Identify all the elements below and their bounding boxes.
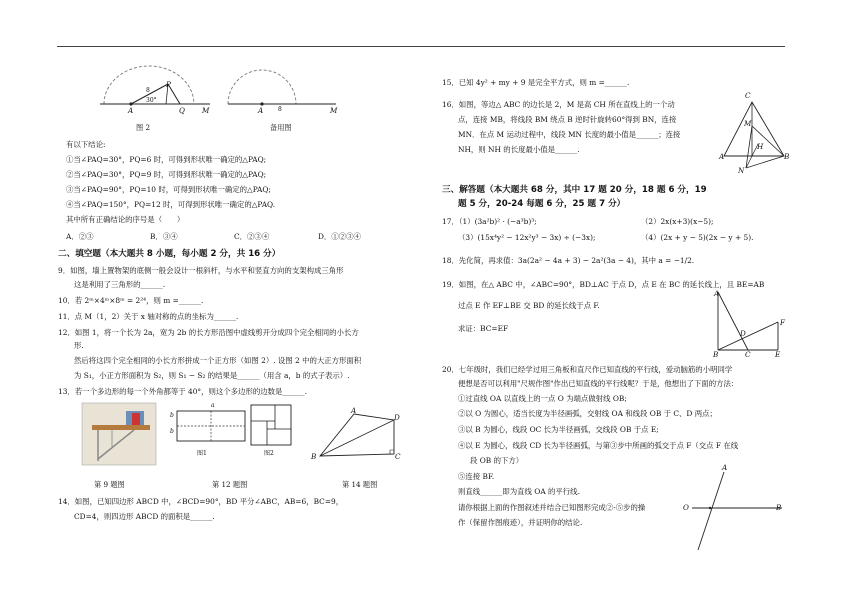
q13: 13．若一个多边形的每一个外角都等于 40°，则这个多边形的边数是______. — [58, 387, 307, 396]
q12-line3: 然后将这四个完全相同的小长方形拼成一个正方形（如图 2）. 设图 2 中的大正方形面积 — [74, 356, 362, 365]
q12-label-b1: b — [170, 412, 174, 419]
fig2-label-angle: 30° — [146, 97, 157, 104]
q11: 11．点 M（1，2）关于 x 轴对称的点的坐标为______. — [58, 312, 239, 321]
q19-line1: 19．如图，在△ ABC 中，∠ABC=90°，BD⊥AC 于点 D，点 E 在 BC 的延长线上，且 BE=AB — [442, 280, 765, 289]
q19-label-e: E — [775, 350, 781, 359]
q16-triangle-figure — [718, 96, 790, 178]
q19-label-f: F — [780, 318, 785, 327]
q20-step4b: 段 OB 的下方） — [470, 456, 524, 465]
section-3-title-line1: 三、解答题（本大题共 68 分，其中 17 题 20 分，18 题 6 分，19 — [442, 185, 707, 195]
q12-fig2-label: 图2 — [264, 450, 274, 457]
fig2-label-num: 8 — [146, 87, 150, 94]
q12-label-b2: b — [170, 428, 174, 435]
q14-label-b: B — [311, 452, 317, 461]
q16-label-h: H — [757, 142, 764, 151]
q10: 10．若 2ᵐ×4ᵐ×8ᵐ = 2²⁴，则 m =______. — [58, 296, 204, 305]
q14-label-a: A — [351, 406, 357, 415]
q14-fig-caption: 第 14 题图 — [342, 480, 378, 489]
q16-line3: MN．在点 M 运动过程中，线段 MN 长度的最小值是______；连接 — [458, 130, 681, 139]
q20-step1: ①过直线 OA 以直线上的一点 O 为端点做射线 OB; — [458, 394, 627, 403]
q19-figure — [714, 288, 790, 358]
section-2-title: 二、填空题（本大题共 8 小题，每小题 2 分，共 16 分） — [58, 249, 281, 259]
spare-label-m: M — [330, 106, 338, 115]
q16-label-c: C — [745, 91, 751, 100]
q20-line2: 便想是否可以利用"尺规作图"作出已知直线的平行线呢？于是，他想出了下面的方法： — [458, 379, 739, 388]
q12-fig-caption: 第 12 题图 — [212, 480, 248, 489]
q20-step2: ②以 O 为圆心，适当长度为半径画弧，交射线 OA 和线段 OB 于 C、D 两点； — [458, 409, 717, 418]
q12-fig1-label: 图1 — [197, 450, 207, 457]
spare-caption: 备用图 — [270, 123, 292, 132]
q19-line3: 求证：BC=EF — [458, 324, 509, 333]
spare-label-a: A — [258, 106, 264, 115]
q20-then: 则直线______即为直线 OA 的平行线. — [458, 487, 580, 496]
q14-line2: CD=4，则四边形 ABCD 的面积是______. — [74, 512, 215, 521]
header-rule — [57, 46, 785, 47]
q16-label-n: N — [738, 166, 745, 175]
q17-part1: 17．（1）(3a²b)² · (−a³b)³; — [442, 217, 537, 226]
q16-line1: 16．如图，等边△ ABC 的边长是 2，M 是高 CH 所在直线上的一个动 — [442, 100, 675, 109]
conclusion-3: ③当∠PAQ=90°，PQ=10 时，可得到形状唯一确定的△PAQ; — [66, 185, 271, 194]
q15: 15．已知 4y² + my + 9 是完全平方式，则 m =______. — [442, 78, 630, 87]
q12-line1: 12．如图 1，将一个长为 2a，宽为 2b 的长方形沿图中虚线剪开分成四个完全相同的小长方 — [58, 328, 359, 337]
q17-part3: （3）(15x⁴y² − 12x²y³ − 3x) ÷ (−3x); — [458, 233, 596, 242]
q9-shelf-photo — [82, 403, 156, 465]
q20-label-a: A — [722, 463, 728, 472]
q12-figure-1 — [176, 410, 248, 442]
q14-label-c: C — [395, 452, 401, 461]
section-3-title-line2: 题 5 分，20-24 每题 6 分，25 题 7 分） — [458, 199, 626, 209]
q9-fig-caption: 第 9 题图 — [94, 480, 125, 489]
q18: 18．先化简，再求值：3a(2a² − 4a + 3) − 2a²(3a − 4)，其中 a = −1/2. — [442, 256, 695, 265]
conclusion-4: ④当∠PAQ=150°，PQ=12 时，可得到形状唯一确定的△PAQ. — [66, 200, 276, 209]
fig2-label-a: A — [128, 106, 134, 115]
q12-line4: 为 S₁，小正方形面积为 S₂，则 S₁ − S₂ 的结果是______（用含 a，b 的式子表示）. — [74, 371, 350, 380]
q20-line1: 20．七年级时，我们已经学过用三角板和直尺作已知直线的平行线，爱动脑筋的小明同学 — [442, 365, 733, 374]
q16-line4: NH，则 NH 的长度最小值是______. — [458, 145, 580, 154]
conclusion-ask: 其中所有正确结论的序号是（ ） — [66, 215, 185, 224]
q20-step4: ④以 E 为圆心，线段 CD 长为半径画弧，与第③步中所画的弧交于点 F（交点 F 在线 — [458, 441, 739, 450]
q9-line1: 9．如图，墙上置物架的底侧一般会设计一根斜杆，与水平和竖直方向的支架构成三角形 — [58, 266, 344, 275]
fig2-label-p: P — [166, 80, 171, 89]
q9-line2: 这是利用了三角形的______. — [74, 280, 166, 289]
q19-label-d: D — [740, 329, 746, 338]
option-c: C．②③④ — [234, 232, 270, 241]
q16-label-b: B — [784, 152, 790, 161]
q16-label-a: A — [719, 152, 725, 161]
fig2-label-m: M — [202, 106, 210, 115]
q17-part4: （4）(2x + y − 5)(2x − y + 5). — [641, 233, 754, 242]
q12-label-a: a — [211, 402, 215, 409]
spare-figure — [226, 66, 346, 116]
q12-figure-2 — [250, 404, 294, 448]
figure-2-semicircle — [98, 66, 218, 116]
conclusion-2: ②当∠PAQ=30°，PQ=9 时，可得到形状唯一确定的△PAQ; — [66, 170, 267, 179]
fig2-label-q: Q — [179, 106, 185, 115]
q19-line2: 过点 E 作 EF⊥BE 交 BD 的延长线于点 F. — [458, 301, 600, 310]
q20-step5: ⑤连接 BF. — [458, 472, 495, 481]
conclusion-intro: 有以下结论: — [66, 140, 106, 149]
q14-line1: 14．如图，已知四边形 ABCD 中，∠BCD=90°，BD 平分∠ABC，AB=6，BC=9， — [58, 497, 344, 506]
q14-label-d: D — [394, 413, 400, 422]
q20-step3: ③以 B 为圆心，线段 OC 长为半径画弧，交线段 OB 于点 E; — [458, 425, 659, 434]
q17-part2: （2）2x(x+3)(x−5); — [641, 217, 714, 226]
q14-quadrilateral — [316, 410, 406, 460]
q20-ask2: 作（保留作图痕迹），并证明你的结论. — [458, 518, 583, 527]
option-a: A．②③ — [66, 232, 94, 241]
q19-label-c: C — [745, 350, 751, 359]
spare-label-num: 8 — [278, 106, 282, 113]
q20-label-o: O — [683, 503, 689, 512]
conclusion-1: ①当∠PAQ=30°，PQ=6 时，可得到形状唯一确定的△PAQ; — [66, 155, 267, 164]
q16-label-m: M — [744, 119, 752, 128]
q20-label-b: B — [776, 503, 782, 512]
q16-line2: 点，连接 MB，将线段 BM 绕点 B 逆时针旋转60°得到 BN，连接 — [458, 115, 677, 124]
fig2-caption: 图 2 — [136, 123, 151, 132]
q20-ask1: 请你根据上面的作图叙述并结合已知图形完成②-⑤步的操 — [458, 503, 646, 512]
option-b: B．③④ — [150, 232, 178, 241]
q19-label-b: B — [713, 350, 719, 359]
q20-figure — [690, 466, 786, 552]
q19-label-a: A — [714, 289, 720, 298]
option-d: D．①②③④ — [318, 232, 361, 241]
q12-line2: 形. — [74, 341, 84, 350]
